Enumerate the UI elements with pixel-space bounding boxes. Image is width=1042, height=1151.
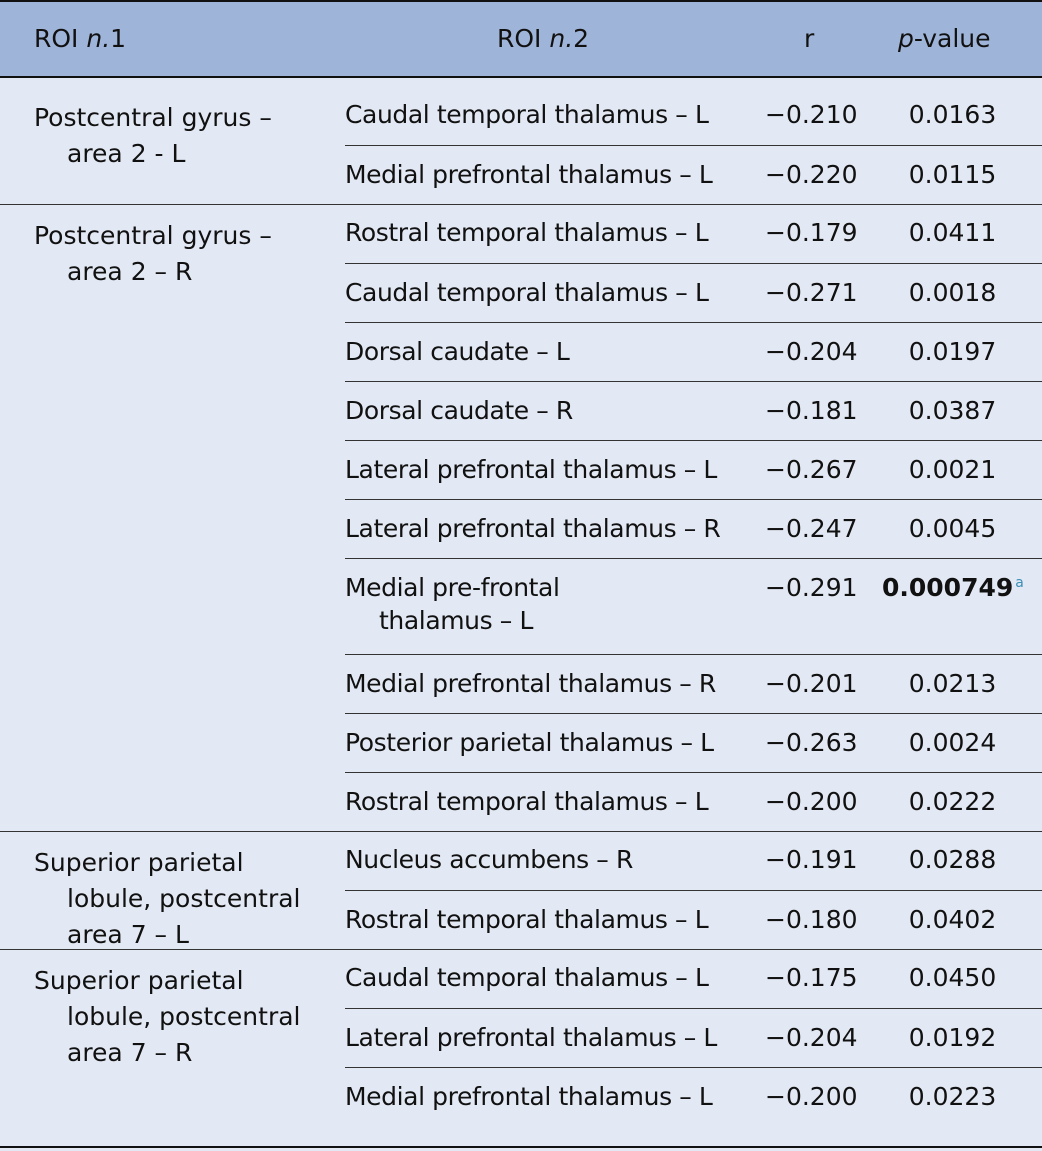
r-value: −0.204 — [765, 1023, 858, 1052]
r-value: −0.181 — [765, 396, 858, 425]
p-value: 0.0197 — [908, 337, 997, 366]
roi2-cell — [345, 1023, 717, 1052]
roi2-cell — [345, 100, 708, 129]
roi2-label: Caudal temporal thalamus – L — [345, 278, 709, 307]
p-value-cell — [905, 1023, 1000, 1052]
r-value: −0.210 — [765, 100, 858, 129]
roi2-cell — [345, 278, 708, 307]
r-value: −0.180 — [765, 905, 858, 934]
p-value: 0.0213 — [908, 669, 997, 698]
roi2-label: Posterior parietal thalamus – L — [345, 728, 714, 757]
roi1-label: Postcentral gyrus – — [34, 221, 272, 250]
roi2-cell — [345, 669, 716, 698]
p-value-cell — [905, 787, 1000, 816]
table-header — [0, 0, 1042, 78]
r-value: −0.191 — [765, 845, 858, 874]
r-value: −0.179 — [765, 218, 858, 247]
p-value-cell — [905, 905, 1000, 934]
table-row — [345, 440, 1042, 500]
roi2-label: Dorsal caudate – R — [345, 396, 573, 425]
roi1-cell — [34, 963, 300, 1071]
p-value: 0.0402 — [908, 905, 997, 934]
roi2-label: Rostral temporal thalamus – L — [345, 905, 709, 934]
footnote-marker: a — [1015, 574, 1024, 591]
p-value-cell — [905, 728, 1000, 757]
p-value-cell — [905, 1082, 1000, 1111]
p-value: 0.0222 — [908, 787, 997, 816]
roi2-cell — [345, 905, 708, 934]
p-value: 0.0115 — [908, 160, 997, 189]
table-row — [345, 772, 1042, 832]
roi2-label: Caudal temporal thalamus – L — [345, 963, 709, 992]
roi2-cell — [345, 337, 569, 366]
roi2-label: Medial pre-frontal — [345, 573, 560, 602]
roi2-label: Nucleus accumbens – R — [345, 845, 633, 874]
roi2-label: Lateral prefrontal thalamus – R — [345, 514, 721, 543]
roi2-label: Caudal temporal thalamus – L — [345, 100, 709, 129]
r-value: −0.267 — [765, 455, 858, 484]
roi2-label-continued: thalamus – L — [379, 606, 533, 635]
roi2-cell — [345, 573, 560, 635]
table-row — [345, 1067, 1042, 1127]
p-value-cell — [905, 669, 1000, 698]
table-row — [345, 263, 1042, 323]
roi1-label-continued: area 2 – R — [67, 257, 193, 286]
p-value: 0.0192 — [908, 1023, 997, 1052]
r-value: −0.263 — [765, 728, 858, 757]
roi2-cell — [345, 396, 573, 425]
roi2-cell — [345, 728, 714, 757]
roi1-cell — [34, 845, 300, 953]
roi1-label: Superior parietal — [34, 966, 244, 995]
table-row — [345, 86, 1042, 145]
table-row — [345, 949, 1042, 1008]
roi2-cell — [345, 845, 633, 874]
roi1-label-continued: lobule, postcentral area 7 – L — [67, 884, 301, 949]
roi2-label: Medial prefrontal thalamus – R — [345, 669, 716, 698]
p-value-cell — [905, 218, 1000, 247]
table-row — [345, 499, 1042, 559]
table-row — [345, 1008, 1042, 1068]
table-row — [345, 145, 1042, 205]
p-value-cell — [905, 514, 1000, 543]
p-value: 0.0387 — [908, 396, 997, 425]
p-value-cell — [905, 278, 1000, 307]
table-row — [345, 558, 1042, 655]
roi2-label: Lateral prefrontal thalamus – L — [345, 455, 717, 484]
roi2-cell — [345, 160, 712, 189]
p-value-cell — [905, 160, 1000, 189]
p-value-cell — [905, 455, 1000, 484]
header-p-value — [898, 24, 991, 54]
bottom-rule — [0, 1146, 1042, 1148]
header-r: r — [804, 24, 815, 53]
r-value: −0.200 — [765, 1082, 858, 1111]
roi2-cell — [345, 455, 717, 484]
header-roi2-italic: n. — [549, 24, 574, 53]
table-row — [345, 204, 1042, 263]
roi2-cell — [345, 963, 708, 992]
roi1-cell — [34, 218, 272, 290]
roi2-cell — [345, 218, 708, 247]
header-roi1-prefix: ROI — [34, 24, 87, 53]
p-value-cell — [882, 573, 1024, 602]
p-value: 0.0021 — [908, 455, 997, 484]
r-value: −0.204 — [765, 337, 858, 366]
header-roi1-suffix: 1 — [110, 24, 127, 53]
p-value: 0.000749 — [882, 573, 1014, 602]
r-value: −0.175 — [765, 963, 858, 992]
table-row — [345, 322, 1042, 382]
p-value: 0.0450 — [908, 963, 997, 992]
table-row — [345, 381, 1042, 441]
table-row — [345, 654, 1042, 714]
p-value-cell — [905, 845, 1000, 874]
p-value-cell — [905, 396, 1000, 425]
header-roi1 — [34, 24, 126, 54]
p-value-cell — [905, 337, 1000, 366]
roi1-label-continued: area 2 - L — [67, 139, 186, 168]
p-value: 0.0018 — [908, 278, 997, 307]
table-row — [345, 831, 1042, 890]
roi2-label: Medial prefrontal thalamus – L — [345, 1082, 713, 1111]
header-roi2-suffix: 2 — [573, 24, 590, 53]
p-value-cell — [905, 963, 1000, 992]
roi1-label-continued: lobule, postcentral area 7 – R — [67, 1002, 301, 1067]
header-p-suffix: -value — [913, 24, 991, 53]
header-roi2 — [497, 24, 589, 54]
roi2-label: Lateral prefrontal thalamus – L — [345, 1023, 717, 1052]
p-value-cell — [905, 100, 1000, 129]
roi1-label: Superior parietal — [34, 848, 244, 877]
r-value: −0.271 — [765, 278, 858, 307]
roi2-cell — [345, 1082, 712, 1111]
roi2-cell — [345, 787, 708, 816]
header-roi2-prefix: ROI — [497, 24, 550, 53]
roi2-label: Medial prefrontal thalamus – L — [345, 160, 713, 189]
roi2-cell — [345, 514, 720, 543]
p-value: 0.0045 — [908, 514, 997, 543]
p-value: 0.0223 — [908, 1082, 997, 1111]
header-roi1-italic: n. — [86, 24, 111, 53]
table-row — [345, 713, 1042, 773]
roi2-label: Dorsal caudate – L — [345, 337, 570, 366]
p-value: 0.0411 — [908, 218, 997, 247]
r-value: −0.201 — [765, 669, 858, 698]
r-value: −0.200 — [765, 787, 858, 816]
p-value: 0.0163 — [908, 100, 997, 129]
p-value: 0.0024 — [908, 728, 997, 757]
table-row — [345, 890, 1042, 950]
r-value: −0.220 — [765, 160, 858, 189]
roi2-label: Rostral temporal thalamus – L — [345, 787, 709, 816]
header-p-italic: p — [898, 24, 914, 53]
r-value: −0.291 — [765, 573, 858, 602]
r-value: −0.247 — [765, 514, 858, 543]
p-value: 0.0288 — [908, 845, 997, 874]
roi2-label: Rostral temporal thalamus – L — [345, 218, 709, 247]
roi1-label: Postcentral gyrus – — [34, 103, 272, 132]
roi1-cell — [34, 100, 272, 172]
